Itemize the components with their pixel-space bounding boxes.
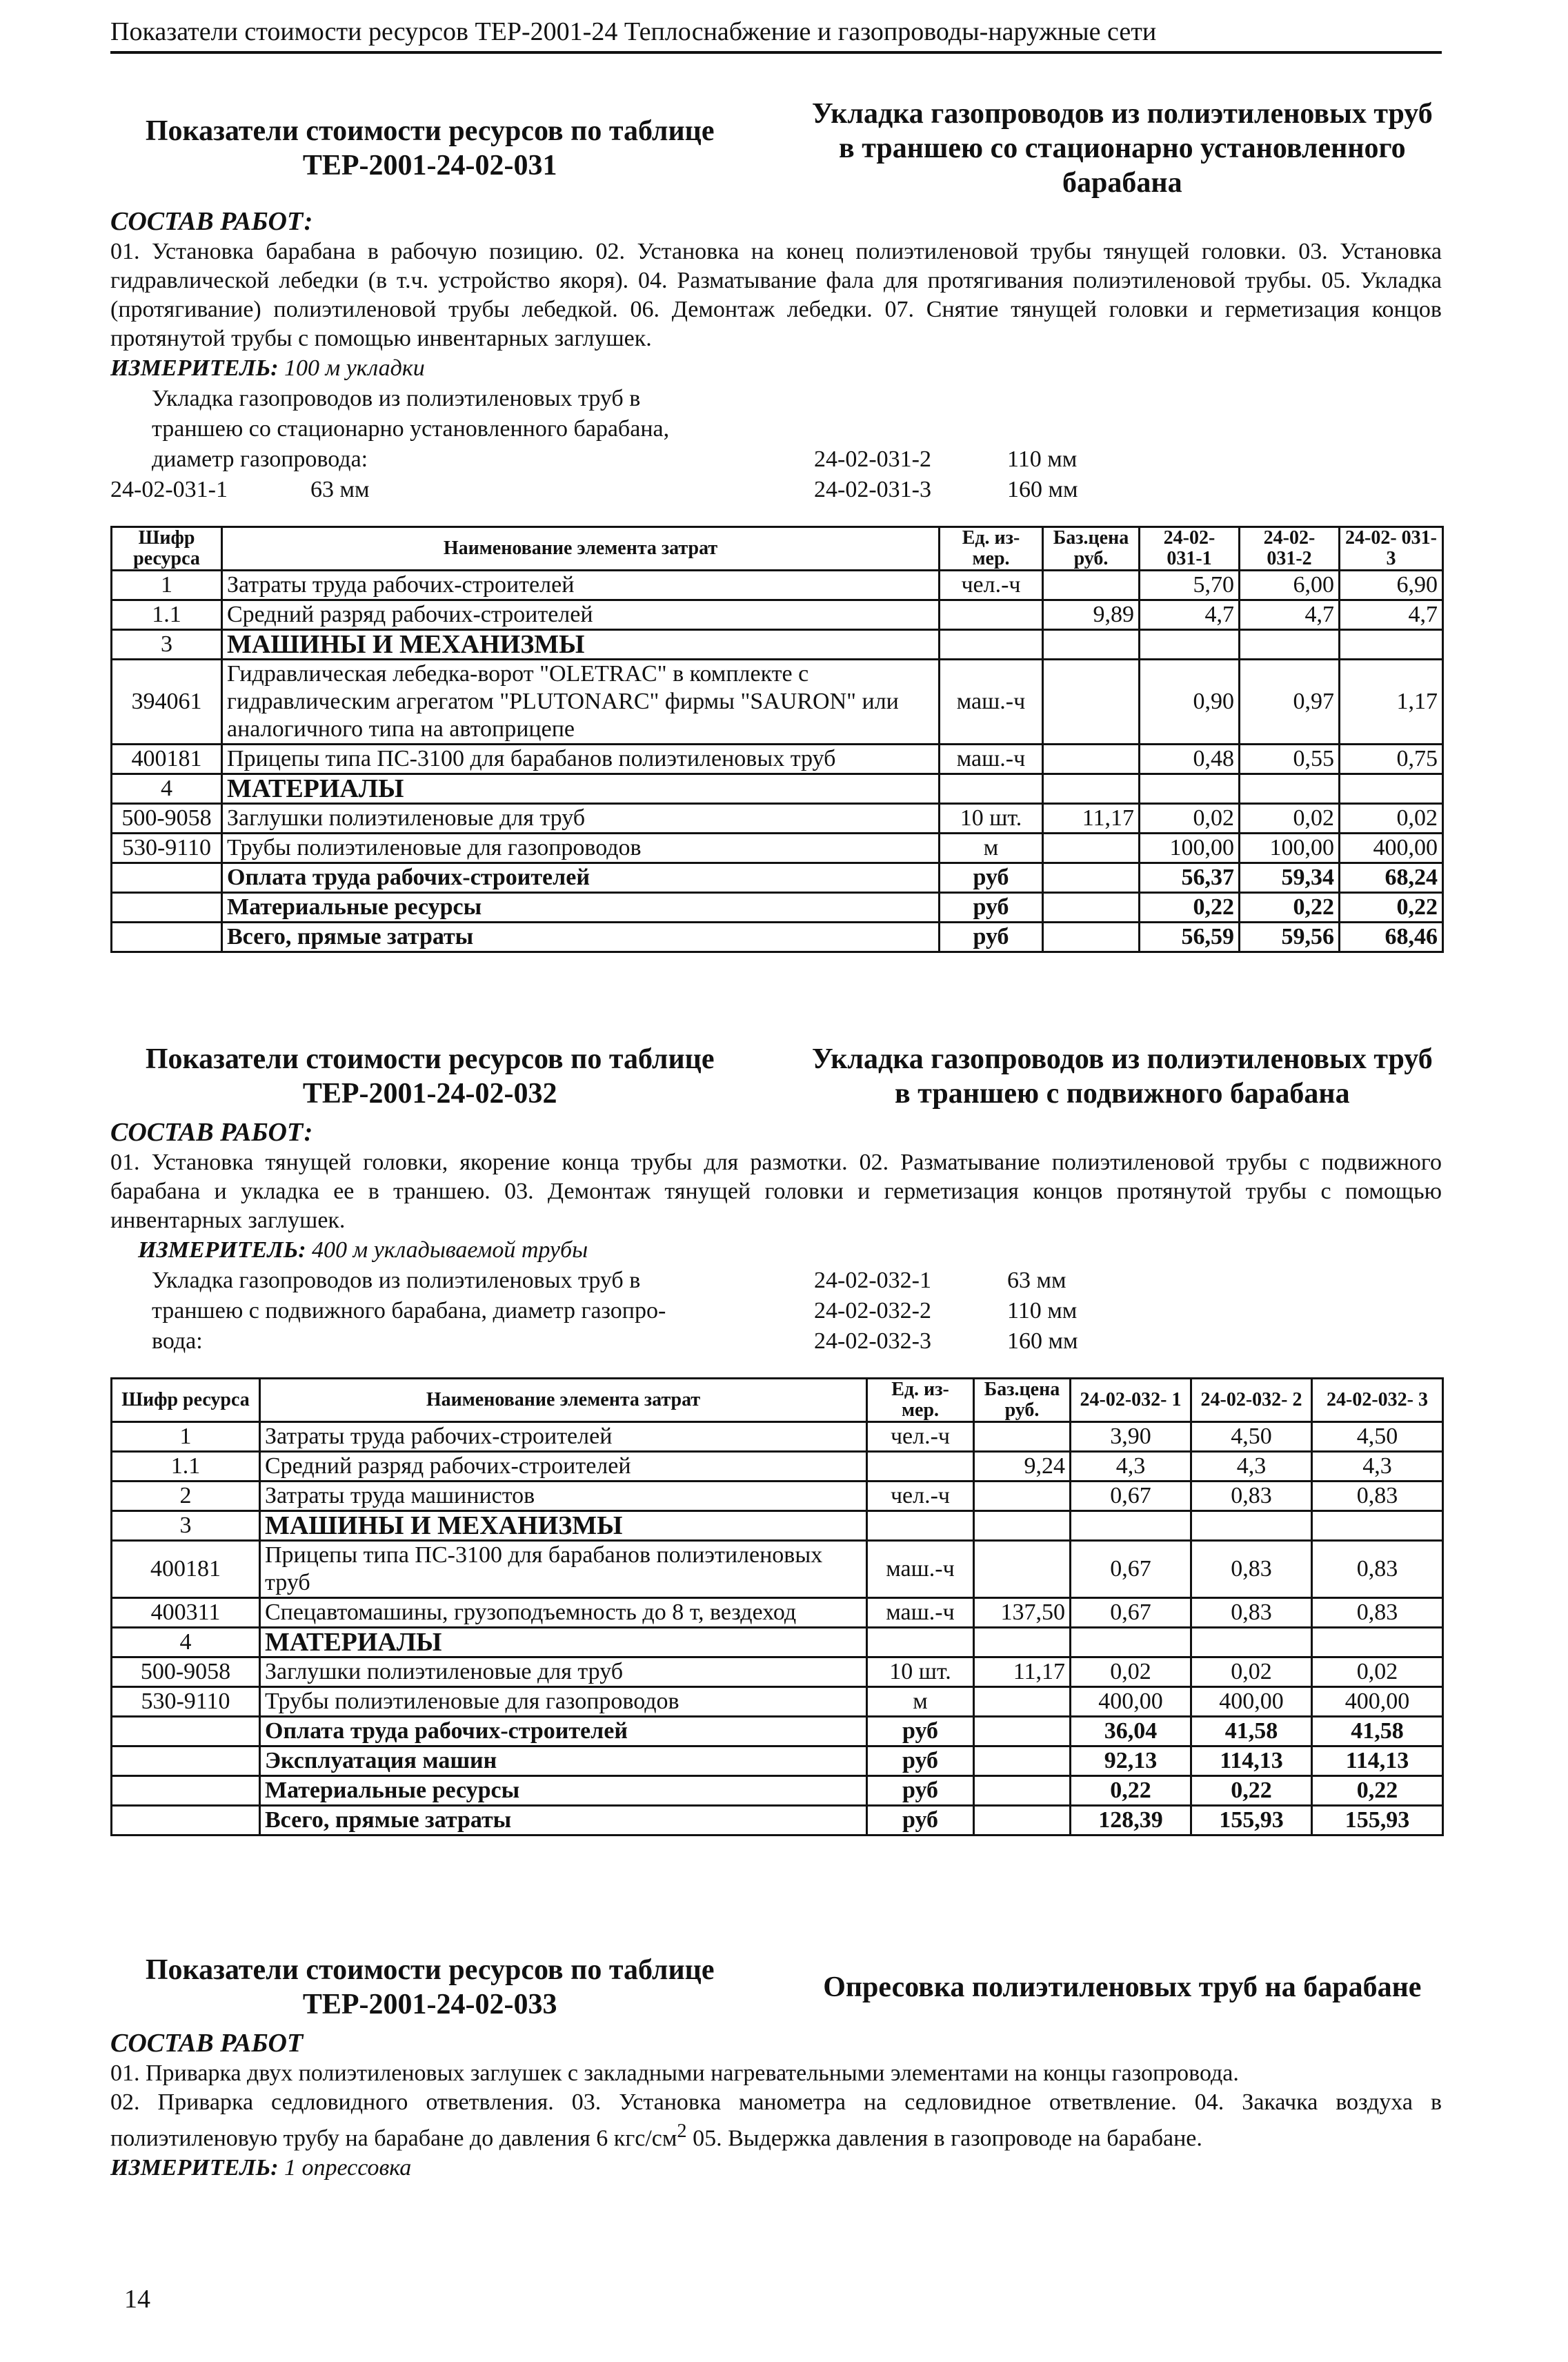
cell-value: 0,22 [1191,1776,1312,1806]
cell-unit: 10 шт. [940,804,1043,834]
cell-value: 0,02 [1312,1657,1443,1687]
col-header: Шифр ресурса [112,1379,260,1422]
table-row [112,804,1443,834]
cell-price [1043,923,1140,952]
col-header: 24-02- 031-2 [1240,527,1340,571]
cell-value: 59,34 [1240,863,1340,893]
works-text: 01. Установка тянущей головки, якорение конца трубы для размотки. 02. Разматывание полиэтиленовой трубы с подвижного барабана и укладка ее в траншею. 03. Демонтаж тянущей головки и герметизация концов протянутой трубы с помощью инвентарных заглушек. [110,1150,1442,1233]
cell-price [974,1541,1071,1598]
cell-value: 41,58 [1312,1717,1443,1746]
section-title-left: Показатели стоимости ресурсов по таблице ТЕР-2001-24-02-032 [145,1043,715,1110]
cell-value: 68,24 [1340,863,1443,893]
cell-unit: руб [940,893,1043,923]
code-size: 160 мм [1007,477,1078,502]
col-header: Шифр ресурса [112,527,222,571]
cell-value: 0,83 [1191,1482,1312,1511]
cell-value [1140,774,1240,804]
col-header: Баз.цена руб. [1043,527,1140,571]
description-block [110,1266,1442,1357]
cell-price [1043,630,1140,660]
cell-value: 68,46 [1340,923,1443,952]
section-title-right: Опресовка полиэтиленовых труб на барабане [823,1971,1422,2003]
cell-price [974,1746,1071,1776]
cell-name: МАТЕРИАЛЫ [260,1628,867,1657]
cell-value: 114,13 [1191,1746,1312,1776]
cell-value: 6,00 [1240,571,1340,600]
works-line: 01. Приварка двух полиэтиленовых заглушек с закладными нагревательными элементами на концы газопровода. [110,2060,1239,2086]
works-label: СОСТАВ РАБОТ: [110,207,313,236]
cell-unit: м [867,1687,974,1717]
cell-unit [940,600,1043,630]
cell-value: 155,93 [1312,1806,1443,1836]
cell-value: 4,3 [1071,1452,1191,1482]
code-size: 63 мм [310,477,370,502]
cell-name: Всего, прямые затраты [260,1806,867,1836]
cell-unit: чел.-ч [940,571,1043,600]
cell-name: Заглушки полиэтиленовые для труб [260,1657,867,1687]
cell-code: 530-9110 [112,1687,260,1717]
cell-value: 100,00 [1140,834,1240,863]
table-row [112,1452,1443,1482]
cell-name: Средний разряд рабочих-строителей [222,600,940,630]
summary-row [112,1776,1443,1806]
table-row [112,600,1443,630]
cell-code: 394061 [112,660,222,745]
col-header: 24-02-032- 3 [1312,1379,1443,1422]
cell-value [1140,630,1240,660]
cell-value: 3,90 [1071,1422,1191,1452]
summary-row [112,1746,1443,1776]
section-title-row [110,1953,1442,2022]
table-section-row [112,1628,1443,1657]
section-title-right: Укладка газопроводов из полиэтиленовых труб в траншею с подвижного барабана [811,1043,1433,1110]
col-header: 24-02- 031-1 [1140,527,1240,571]
cost-table [110,526,1444,953]
cell-price [974,1687,1071,1717]
cell-value: 0,02 [1240,804,1340,834]
cell-value: 36,04 [1071,1717,1191,1746]
description-line: вода: [152,1328,203,1354]
works-line [110,2088,1442,2153]
cell-name: Затраты труда рабочих-строителей [222,571,940,600]
measure-value: 400 м укладываемой трубы [312,1237,588,1263]
cell-name: Материальные ресурсы [222,893,940,923]
cell-value [1191,1628,1312,1657]
summary-row [112,1717,1443,1746]
table-row [112,1422,1443,1452]
cell-code: 1.1 [112,600,222,630]
cell-code [112,1806,260,1836]
cell-value: 155,93 [1191,1806,1312,1836]
cell-price [974,1422,1071,1452]
cell-code: 500-9058 [112,804,222,834]
cell-code: 530-9110 [112,834,222,863]
cell-unit: руб [867,1776,974,1806]
works-text: 01. Установка барабана в рабочую позицию. 02. Установка на конец полиэтиленовой трубы тянущей головки. 03. Установка гидравлической лебедки (в т.ч. устройство якоря). 04. Разматывание фала для протягивания полиэтиленовой трубы. 05. Укладка (протягивание) полиэтиленовой трубы лебедкой. 06. Демонтаж лебедки. 07. Снятие тянущей головки и герметизация концов протянутой трубы с помощью инвентарных заглушек. [110,239,1442,351]
cell-price: 11,17 [1043,804,1140,834]
code-item: 24-02-031-2 [814,446,931,472]
cell-value: 0,67 [1071,1541,1191,1598]
measure-value: 100 м укладки [284,355,425,381]
cell-value: 0,22 [1340,893,1443,923]
cell-value [1191,1511,1312,1541]
measure-label: ИЗМЕРИТЕЛЬ: [138,1237,306,1263]
cell-name: Трубы полиэтиленовые для газопроводов [222,834,940,863]
table-row [112,1541,1443,1598]
cell-value [1340,630,1443,660]
cell-price [1043,893,1140,923]
cell-code [112,1746,260,1776]
cell-unit [867,1452,974,1482]
cell-value: 0,83 [1312,1598,1443,1628]
cell-unit [867,1511,974,1541]
table-row [112,1687,1443,1717]
table-row [112,1482,1443,1511]
cell-name: Прицепы типа ПС-3100 для барабанов полиэтиленовых труб [222,745,940,774]
cell-value: 56,59 [1140,923,1240,952]
cell-code: 1 [112,1422,260,1452]
cell-name: Оплата труда рабочих-строителей [222,863,940,893]
cell-value: 4,3 [1191,1452,1312,1482]
measure-line [110,353,1442,384]
cell-value: 400,00 [1312,1687,1443,1717]
section-02-031 [110,97,1442,953]
cell-unit: м [940,834,1043,863]
cell-value: 0,22 [1140,893,1240,923]
page-number: 14 [124,2285,150,2314]
table-section-row [112,630,1443,660]
table-row [112,834,1443,863]
cell-value: 114,13 [1312,1746,1443,1776]
code-item: 24-02-032-2 [814,1298,931,1323]
cell-name: Затраты труда машинистов [260,1482,867,1511]
summary-row [112,1806,1443,1836]
cell-value [1312,1511,1443,1541]
col-header: 24-02-032- 1 [1071,1379,1191,1422]
cell-price [974,1776,1071,1806]
cell-unit: чел.-ч [867,1482,974,1511]
cell-value: 0,02 [1071,1657,1191,1687]
cell-unit: руб [940,923,1043,952]
code-item: 24-02-031-3 [814,477,931,502]
cell-value: 0,67 [1071,1598,1191,1628]
cell-price [974,1628,1071,1657]
col-header: Наименование элемента затрат [260,1379,867,1422]
cell-value: 0,02 [1191,1657,1312,1687]
cell-value: 0,22 [1071,1776,1191,1806]
cell-value: 0,67 [1071,1482,1191,1511]
cell-value: 100,00 [1240,834,1340,863]
cell-unit: руб [867,1717,974,1746]
cell-code: 4 [112,1628,260,1657]
cell-code: 1.1 [112,1452,260,1482]
code-size: 110 мм [1007,446,1078,472]
summary-row [112,893,1443,923]
table-row [112,745,1443,774]
cell-code: 3 [112,1511,260,1541]
col-header: Ед. из- мер. [940,527,1043,571]
cell-price: 137,50 [974,1598,1071,1628]
col-header: Ед. из- мер. [867,1379,974,1422]
cell-value: 400,00 [1191,1687,1312,1717]
cell-name: МАТЕРИАЛЫ [222,774,940,804]
cell-name: Средний разряд рабочих-строителей [260,1452,867,1482]
cell-value [1340,774,1443,804]
cell-unit: маш.-ч [867,1598,974,1628]
code-item: 24-02-032-3 [814,1328,931,1354]
cell-value [1240,630,1340,660]
cell-name: Гидравлическая лебедка-ворот "OLETRAC" в комплекте с гидравлическим агрегатом "PLUTONARC" фирмы "SAURON" или аналогичного типа на автоприцепе [222,660,940,745]
measure-line [110,2153,1442,2183]
col-header: 24-02- 031-3 [1340,527,1443,571]
cell-price [974,1717,1071,1746]
cell-code: 1 [112,571,222,600]
cell-code: 4 [112,774,222,804]
table-row [112,571,1443,600]
cell-value: 400,00 [1071,1687,1191,1717]
cell-unit [940,630,1043,660]
section-title-row [110,97,1442,200]
cell-unit: руб [867,1746,974,1776]
cost-table [110,1377,1444,1836]
cell-price [974,1511,1071,1541]
section-02-033 [110,1953,1442,2183]
cell-value: 0,90 [1140,660,1240,745]
code-size: 160 мм [1007,1328,1078,1354]
cell-value: 4,50 [1312,1422,1443,1452]
cell-price: 11,17 [974,1657,1071,1687]
cell-value: 92,13 [1071,1746,1191,1776]
page-header: Показатели стоимости ресурсов ТЕР-2001-24 Теплоснабжение и газопроводы-наружные сети [110,15,1442,54]
cell-value: 0,83 [1191,1541,1312,1598]
table-row [112,1598,1443,1628]
measure-label: ИЗМЕРИТЕЛЬ: [110,2155,279,2181]
cell-value: 0,83 [1312,1541,1443,1598]
table-header-row [112,527,1443,571]
cell-unit: руб [867,1806,974,1836]
cell-name: Прицепы типа ПС-3100 для барабанов полиэтиленовых труб [260,1541,867,1598]
cell-price [1043,745,1140,774]
cell-unit: маш.-ч [940,745,1043,774]
cell-value: 0,83 [1191,1598,1312,1628]
cell-price [1043,774,1140,804]
cell-price [974,1806,1071,1836]
works-text-part: 05. Выдержка давления в газопроводе на барабане. [686,2125,1202,2152]
cell-code: 3 [112,630,222,660]
description-block [110,384,1442,505]
cell-code: 2 [112,1482,260,1511]
code-item: 24-02-032-1 [814,1268,931,1293]
cell-unit [940,774,1043,804]
cell-code [112,923,222,952]
cell-unit: чел.-ч [867,1422,974,1452]
cell-value: 0,83 [1312,1482,1443,1511]
table-header-row [112,1379,1443,1422]
cell-code [112,1776,260,1806]
cell-name: Трубы полиэтиленовые для газопроводов [260,1687,867,1717]
cell-value: 1,17 [1340,660,1443,745]
works-text-part: 02. Приварка седловидного ответвления. 03. Установка манометра на седловидное ответвление. 04. Закачка воздуха в полиэтиленовую трубу на барабане до давления 6 кгс/см [110,2089,1442,2152]
description-line: Укладка газопроводов из полиэтиленовых труб в [152,386,641,411]
cell-value: 4,7 [1340,600,1443,630]
cell-name: Спецавтомашины, грузоподъемность до 8 т, вездеход [260,1598,867,1628]
cell-value: 0,22 [1240,893,1340,923]
cell-unit [867,1628,974,1657]
cell-price [1043,834,1140,863]
table-section-row [112,1511,1443,1541]
cell-value: 0,48 [1140,745,1240,774]
cell-name: Всего, прямые затраты [222,923,940,952]
cell-name: Эксплуатация машин [260,1746,867,1776]
cell-code [112,1717,260,1746]
col-header: Баз.цена руб. [974,1379,1071,1422]
unit-superscript: 2 [677,2120,687,2142]
table-row [112,1657,1443,1687]
measure-value: 1 опрессовка [284,2155,412,2181]
cell-value [1071,1511,1191,1541]
cell-value: 0,55 [1240,745,1340,774]
works-label: СОСТАВ РАБОТ [110,2029,304,2058]
summary-row [112,923,1443,952]
code-item: 24-02-031-1 [110,477,228,502]
cell-value: 4,7 [1140,600,1240,630]
cell-price [1043,863,1140,893]
works-label: СОСТАВ РАБОТ: [110,1118,313,1147]
section-02-032 [110,1042,1442,1836]
table-section-row [112,774,1443,804]
cell-value: 41,58 [1191,1717,1312,1746]
section-title-right: Укладка газопроводов из полиэтиленовых труб в траншею со стационарно установленного барабана [811,98,1433,199]
cell-price [1043,660,1140,745]
cell-name: Оплата труда рабочих-строителей [260,1717,867,1746]
measure-line [110,1235,1442,1266]
code-size: 63 мм [1007,1268,1066,1293]
cell-value: 0,02 [1340,804,1443,834]
cell-price [974,1482,1071,1511]
code-size: 110 мм [1007,1298,1078,1323]
cell-value: 4,3 [1312,1452,1443,1482]
cell-code: 400181 [112,1541,260,1598]
cell-value: 400,00 [1340,834,1443,863]
cell-code: 400311 [112,1598,260,1628]
cell-value: 4,50 [1191,1422,1312,1452]
summary-row [112,863,1443,893]
cell-value [1312,1628,1443,1657]
cell-value: 0,97 [1240,660,1340,745]
section-title-left: Показатели стоимости ресурсов по таблице ТЕР-2001-24-02-031 [145,115,715,181]
cell-value: 0,22 [1312,1776,1443,1806]
description-line: траншею с подвижного барабана, диаметр газопро- [152,1298,666,1323]
cell-unit: 10 шт. [867,1657,974,1687]
cell-value: 56,37 [1140,863,1240,893]
description-line: траншею со стационарно установленного барабана, [152,416,670,442]
cell-unit: руб [940,863,1043,893]
section-title-row [110,1042,1442,1111]
cell-code: 500-9058 [112,1657,260,1687]
cell-name: МАШИНЫ И МЕХАНИЗМЫ [260,1511,867,1541]
col-header: Наименование элемента затрат [222,527,940,571]
cell-name: Затраты труда рабочих-строителей [260,1422,867,1452]
cell-code: 400181 [112,745,222,774]
cell-value [1240,774,1340,804]
cell-price: 9,89 [1043,600,1140,630]
cell-unit: маш.-ч [940,660,1043,745]
cell-value: 0,02 [1140,804,1240,834]
cell-price: 9,24 [974,1452,1071,1482]
cell-value: 4,7 [1240,600,1340,630]
col-header: 24-02-032- 2 [1191,1379,1312,1422]
cell-name: Материальные ресурсы [260,1776,867,1806]
measure-label: ИЗМЕРИТЕЛЬ: [110,355,279,381]
cell-value: 59,56 [1240,923,1340,952]
cell-name: МАШИНЫ И МЕХАНИЗМЫ [222,630,940,660]
description-line: диаметр газопровода: [152,446,368,472]
table-row [112,660,1443,745]
cell-value: 128,39 [1071,1806,1191,1836]
section-title-left: Показатели стоимости ресурсов по таблице ТЕР-2001-24-02-033 [145,1954,715,2020]
cell-value: 0,75 [1340,745,1443,774]
description-line: Укладка газопроводов из полиэтиленовых труб в [152,1268,641,1293]
cell-code [112,893,222,923]
cell-value: 6,90 [1340,571,1443,600]
cell-code [112,863,222,893]
cell-unit: маш.-ч [867,1541,974,1598]
cell-value [1071,1628,1191,1657]
cell-price [1043,571,1140,600]
cell-value: 5,70 [1140,571,1240,600]
cell-name: Заглушки полиэтиленовые для труб [222,804,940,834]
